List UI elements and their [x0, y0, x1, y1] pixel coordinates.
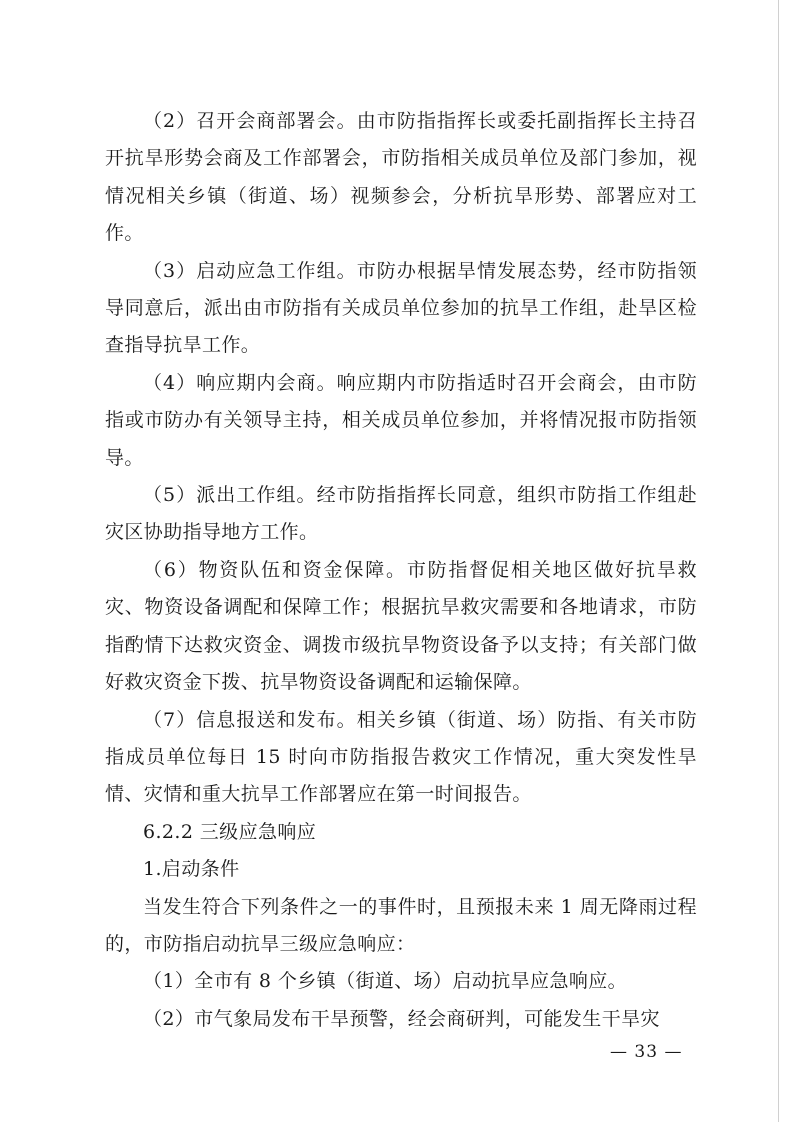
paragraph-trigger-intro: 当发生符合下列条件之一的事件时，且预报未来 1 周无降雨过程的，市防指启动抗旱三级应急响应： [105, 895, 697, 955]
paragraph-meeting-deployment: （2）召开会商部署会。由市防指指挥长或委托副指挥长主持召开抗旱形势会商及工作部署会，市防指相关成员单位及部门参加，视情况相关乡镇（街道、场）视频参会，分析抗旱形势、部署应对工作。 [105, 110, 697, 245]
paragraph-dispatch-workgroup: （5）派出工作组。经市防指指挥长同意，组织市防指工作组赴灾区协助指导地方工作。 [105, 484, 697, 544]
subheading-trigger-conditions: 1.启动条件 [143, 858, 240, 881]
paragraph-information-reporting: （7）信息报送和发布。相关乡镇（街道、场）防指、有关市防指成员单位每日 15 时向市防指报告救灾工作情况，重大突发性旱情、灾情和重大抗旱工作部署应在第一时间报告。 [105, 708, 697, 806]
paragraph-response-consultation: （4）响应期内会商。响应期内市防指适时召开会商会，由市防指或市防办有关领导主持，相关成员单位参加，并将情况报市防指领导。 [105, 371, 697, 469]
paragraph-condition-1: （1）全市有 8 个乡镇（街道、场）启动抗旱应急响应。 [143, 970, 628, 993]
page-number: — 33 — [610, 1042, 683, 1062]
section-heading-level3-response: 6.2.2 三级应急响应 [143, 820, 317, 843]
paragraph-material-funds: （6）物资队伍和资金保障。市防指督促相关地区做好抗旱救灾、物资设备调配和保障工作；根据抗旱救灾需要和各地请求，市防指酌情下达救灾资金、调拨市级抗旱物资设备予以支持；有关部门做好救灾资金下拨、抗旱物资设备调配和运输保障。 [105, 558, 697, 694]
paragraph-emergency-workgroup: （3）启动应急工作组。市防办根据旱情发展态势，经市防指领导同意后，派出由市防指有关成员单位参加的抗旱工作组，赴旱区检查指导抗旱工作。 [105, 259, 697, 357]
scan-edge-line [778, 0, 779, 1122]
body-text [105, 103, 697, 1038]
paragraph-condition-2: （2）市气象局发布干旱预警，经会商研判，可能发生干旱灾 [143, 1007, 660, 1030]
